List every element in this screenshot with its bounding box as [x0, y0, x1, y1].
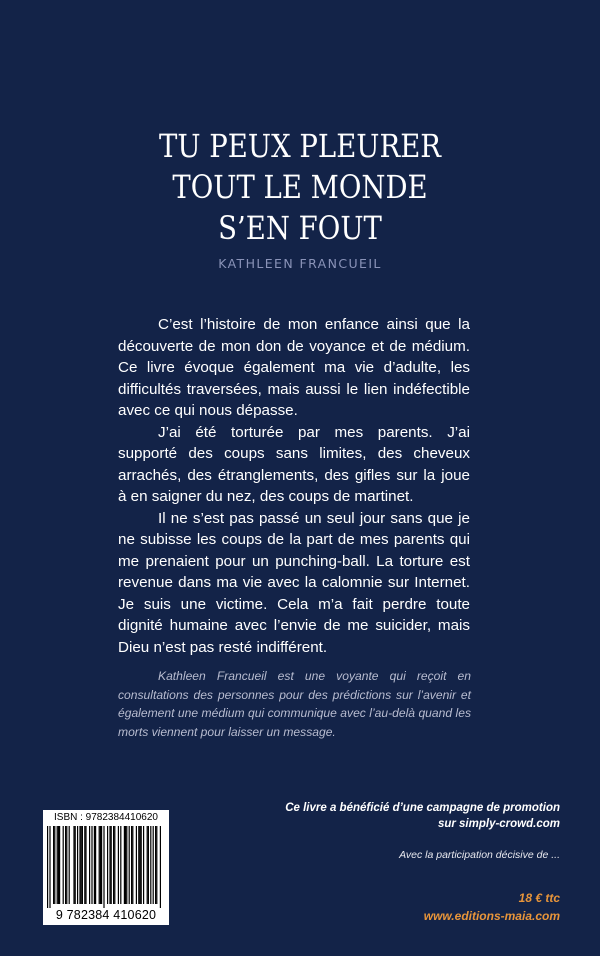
blurb: [118, 314, 470, 658]
barcode-bar: [65, 826, 66, 904]
barcode-bar: [141, 826, 142, 904]
barcode-bar: [81, 826, 82, 904]
barcode-bars: [47, 826, 165, 908]
barcode-bar: [73, 826, 74, 904]
author-bio: [118, 667, 471, 741]
barcode-bar: [124, 826, 125, 904]
barcode-bar: [129, 826, 130, 904]
title-line-2: TOUT LE MONDE: [172, 168, 428, 206]
author-name: KATHLEEN FRANCUEIL: [218, 256, 382, 271]
barcode-bar: [131, 826, 132, 904]
barcode-bar: [111, 826, 112, 904]
barcode-bar: [47, 826, 48, 908]
barcode-bar: [139, 826, 140, 904]
title-line-3: S’EN FOUT: [218, 209, 382, 247]
barcode-bar: [66, 826, 67, 904]
barcode-bar: [160, 826, 161, 908]
barcode-bar: [79, 826, 80, 904]
barcode-bar: [53, 826, 54, 904]
price: 18 € ttc: [518, 891, 560, 905]
promo-line-2: sur simply-crowd.com: [437, 818, 560, 830]
barcode-bar: [143, 826, 144, 904]
barcode-bar: [58, 826, 59, 904]
barcode-bar: [147, 826, 148, 904]
barcode-bar: [84, 826, 85, 904]
barcode-bar: [103, 826, 104, 908]
author-bio-text: Kathleen Francueil est une voyante qui reçoit en consultations des personnes pour des prédictions sur l’avenir et également une médium qui communique avec l’au-delà quand les morts viennent pour laisser un message.: [118, 669, 471, 739]
barcode-bar: [75, 826, 76, 904]
barcode-bar: [54, 826, 55, 904]
barcode-bar: [101, 826, 102, 904]
barcode-bar: [85, 826, 86, 904]
barcode-bar: [99, 826, 100, 904]
barcode-bar: [82, 826, 83, 904]
isbn-digits: 9 782384 410620: [55, 908, 157, 922]
barcode-bar: [132, 826, 133, 904]
blurb-paragraph: Il ne s’est pas passé un seul jour sans que je ne subisse les coups de la part de mes parents qui me prenaient pour un punching-ball. La torture est revenue dans ma vie avec la calomnie sur Internet. Je suis une victime. Cela m’a fait perdre toute dignité humaine avec l’envie de me suicider, mais Dieu n’est pas resté indifférent.: [118, 509, 470, 656]
barcode-bar: [94, 826, 95, 904]
barcode-bar: [114, 826, 115, 904]
barcode-bar: [126, 826, 127, 904]
publisher-info: [260, 800, 560, 923]
partner-line: Avec la participation décisive de ...: [399, 849, 560, 861]
barcode-bar: [150, 826, 151, 904]
barcode-bar: [153, 826, 154, 904]
barcode-bar: [107, 826, 108, 904]
barcode-bar: [59, 826, 60, 904]
barcode-bar: [63, 826, 64, 904]
barcode-bar: [113, 826, 114, 904]
barcode-bar: [156, 826, 157, 904]
barcode-bar: [109, 826, 110, 904]
blurb-paragraph: C’est l’histoire de mon enfance ainsi que la découverte de mon don de voyance et de médium. Ce livre évoque également ma vie d’adulte, les difficultés traversées, mais aussi le lien indéfectible avec ce qui nous dépasse.: [118, 316, 470, 419]
barcode-bar: [120, 826, 121, 904]
barcode-bar: [77, 826, 78, 904]
barcode-bar: [125, 826, 126, 904]
barcode-bar: [89, 826, 90, 904]
barcode-bar: [118, 826, 119, 904]
barcode-bar: [138, 826, 139, 904]
barcode-bar: [148, 826, 149, 904]
isbn-label: ISBN : 9782384410620: [54, 812, 158, 823]
barcode-bar: [100, 826, 101, 904]
barcode-bar: [136, 826, 137, 904]
title-line-1: TU PEUX PLEURER: [158, 127, 442, 165]
book-title: [42, 126, 558, 249]
barcode-bar: [95, 826, 96, 904]
promo-line-1: Ce livre a bénéficié d’une campagne de promotion: [285, 802, 560, 814]
blurb-paragraph: J’ai été torturée par mes parents. J’ai supporté des coups sans limites, des cheveux arrachés, des étranglements, des gifles sur la joue à en saigner du nez, des coups de martinet.: [118, 423, 470, 505]
barcode-bar: [91, 826, 92, 904]
barcode-bar: [69, 826, 70, 904]
publisher-website: www.editions-maia.com: [423, 909, 560, 923]
isbn-barcode: [43, 810, 169, 925]
barcode-bar: [155, 826, 156, 904]
barcode-bar: [57, 826, 58, 904]
barcode-bar: [49, 826, 50, 908]
